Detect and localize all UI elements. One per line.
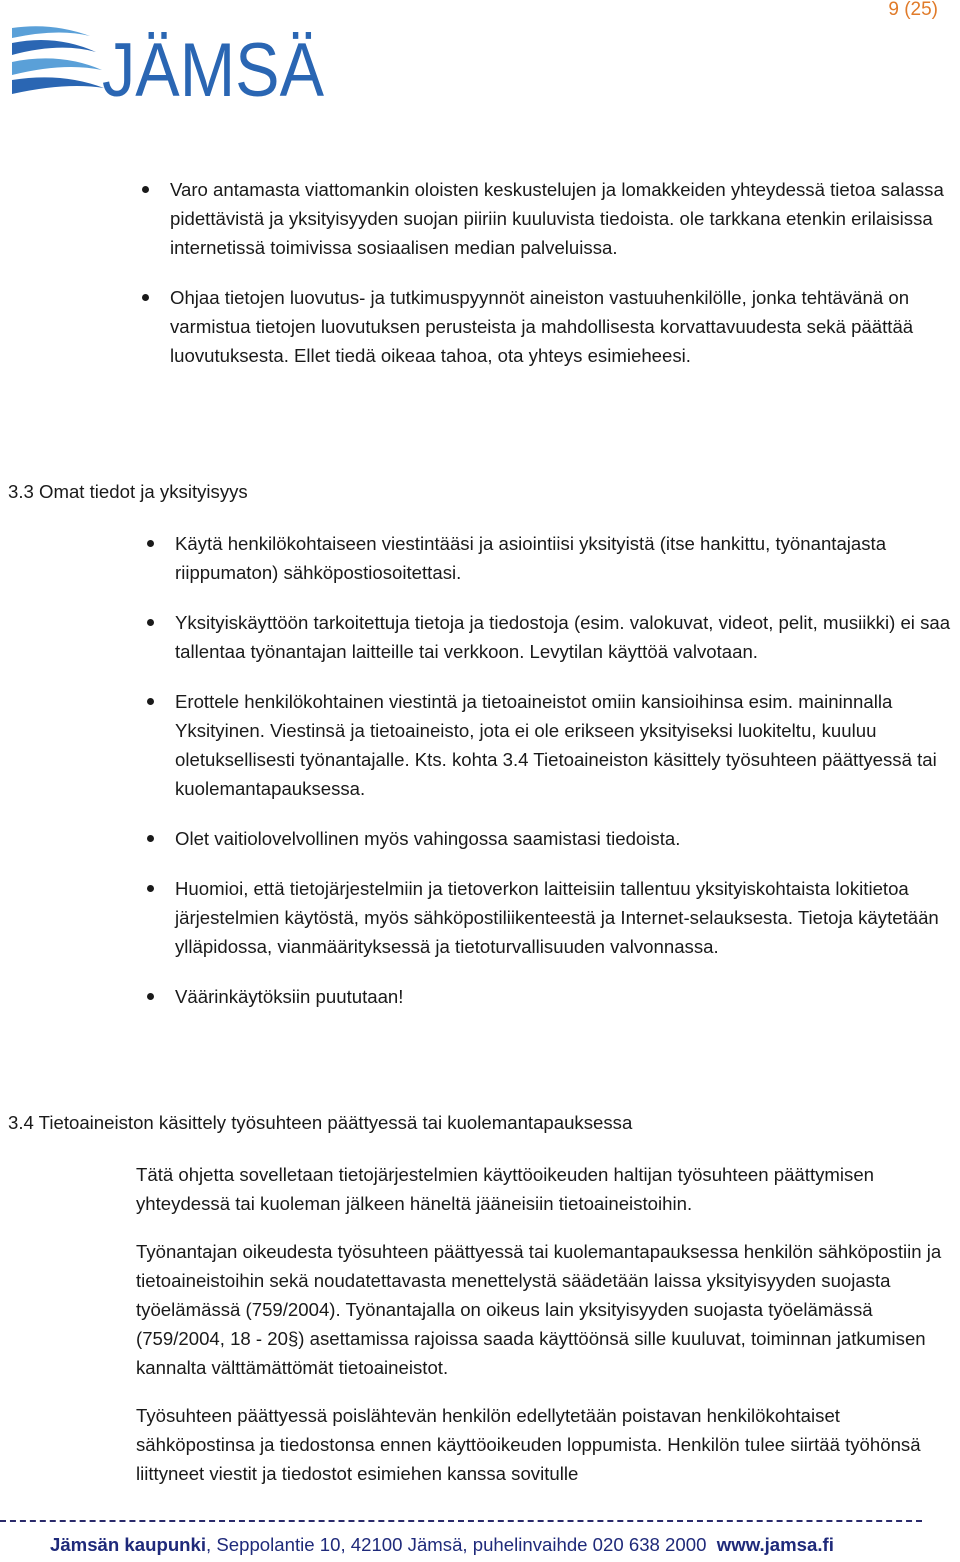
list-item: Yksityiskäyttöön tarkoitettuja tietoja ja tiedostoja (esim. valokuvat, videot, pelit, musiikki) ei saa tallentaa työnantajan laitteille tai verkkoon. Levytilan käyttöä valvotaan. xyxy=(175,608,960,666)
paragraph: Työsuhteen päättyessä poislähtevän henkilön edellytetään poistavan henkilökohtaiset sähköpostinsa ja tiedostonsa ennen käyttöoikeuden loppumista. Henkilön tulee siirtää työhönsä liittyneet viestit ja tiedostot esimiehen kanssa sovitulle xyxy=(136,1405,921,1484)
list-item: Ohjaa tietojen luovutus- ja tutkimuspyynnöt aineiston vastuuhenkilölle, jonka tehtävänä on varmistua tietojen luovutuksen perusteista ja mahdollisesta korvattavuudesta sekä päättää luovutuksesta. Ellet tiedä oikeaa tahoa, ota yhteys esimieheesi. xyxy=(170,283,960,370)
footer-org: Jämsän kaupunki xyxy=(50,1534,207,1555)
list-item: Käytä henkilökohtaiseen viestintääsi ja asiointiisi yksityistä (itse hankittu, työnantajasta riippumaton) sähköpostiosoitettasi. xyxy=(175,529,960,587)
list-item: Huomioi, että tietojärjestelmiin ja tietoverkon laitteisiin tallentuu yksityiskohtaista lokitietoa järjestelmien käytöstä, myös sähköpostiliikenteestä ja Internet-selauksesta. Tietoja käytetään ylläpidossa, vianmäärityksessä ja tietoturvallisuuden valvonnassa. xyxy=(175,874,960,961)
paragraph: Työnantajan oikeudesta työsuhteen päättyessä tai kuolemantapauksessa henkilön sähköpostiin ja tietoaineistoihin sekä noudatettavasta menettelystä säädetään laissa yksityisyyden suojasta työelämässä (759/2004). Työnantajalla on oikeus lain yksityisyyden suojasta työelämässä (759/2004, 18 - 20§) asettamissa rajoissa saada käyttöönsä sille kuuluvat, toiminnan jatkumisen kannalta välttämättömät tietoaineistot. xyxy=(136,1241,942,1378)
list-item: Varo antamasta viattomankin oloisten keskustelujen ja lomakkeiden yhteydessä tietoa salassa pidettävistä ja yksityisyyden suojan piiriin kuuluvista tiedoista. ole tarkkana etenkin erilaisissa internetissä toimivissa sosiaalisen median palveluissa. xyxy=(170,175,960,262)
bullet-list-3-3 xyxy=(175,529,960,1011)
page-footer xyxy=(50,1531,834,1559)
svg-text:JÄMSÄ: JÄMSÄ xyxy=(102,28,325,113)
list-item: Väärinkäytöksiin puututaan! xyxy=(175,982,960,1011)
section-3-4-body xyxy=(136,1160,960,1488)
list-item: Erottele henkilökohtainen viestintä ja tietoaineistot omiin kansioihinsa esim. maininnalla Yksityinen. Viestinsä ja tietoaineisto, jota ei ole erikseen yksityiseksi luokiteltu, kuuluu oletuksellisesti työnantajalle. Kts. kohta 3.4 Tietoaineiston käsittely työsuhteen päättyessä tai kuolemantapauksessa. xyxy=(175,687,960,803)
jamsa-logo xyxy=(12,22,327,113)
section-heading-3-3: 3.3 Omat tiedot ja yksityisyys xyxy=(8,481,248,502)
footer-divider xyxy=(0,1520,922,1522)
footer-web-link[interactable]: www.jamsa.fi xyxy=(716,1534,834,1555)
bullet-list-top xyxy=(170,175,960,370)
page-number: 9 (25) xyxy=(888,0,938,20)
footer-address: , Seppolantie 10, 42100 Jämsä, puhelinvaihde 020 638 2000 xyxy=(206,1534,707,1555)
list-item: Olet vaitiolovelvollinen myös vahingossa saamistasi tiedoista. xyxy=(175,824,960,853)
section-heading-3-4: 3.4 Tietoaineiston käsittely työsuhteen päättyessä tai kuolemantapauksessa xyxy=(8,1112,633,1133)
paragraph: Tätä ohjetta sovelletaan tietojärjestelmien käyttöoikeuden haltijan työsuhteen päättymisen yhteydessä tai kuoleman jälkeen häneltä jääneisiin tietoaineistoihin. xyxy=(136,1164,875,1214)
